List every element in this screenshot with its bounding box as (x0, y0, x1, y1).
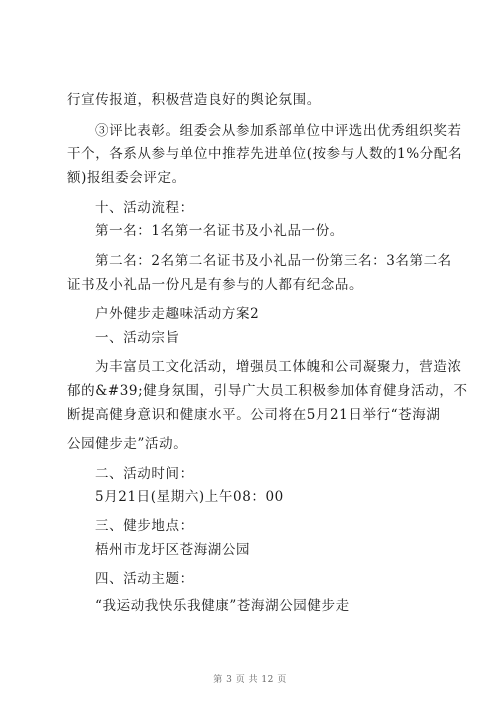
body-text-line: 第二名：2名第二名证书及小礼品一份第三名：3名第二名 (95, 253, 452, 269)
body-text-line: 行宣传报道，积极营造良好的舆论氛围。 (67, 92, 321, 108)
page-footer: 第 3 页 共 12 页 (213, 675, 287, 685)
section-heading: 四、活动主题： (95, 571, 194, 587)
body-text-line: 干个，各系从参与单位中推荐先进单位(按参与人数的1%分配名 (67, 146, 463, 162)
body-text-line: 为丰富员工文化活动，增强员工体魄和公司凝聚力，营造浓 (95, 359, 462, 375)
body-text-line: “我运动我快乐我健康”苍海湖公园健步走 (95, 598, 350, 614)
section-heading: 二、活动时间： (95, 466, 194, 482)
body-text-line: ③评比表彰。组委会从参加系部单位中评选出优秀组织奖若 (95, 123, 462, 139)
section-heading: 一、活动宗旨 (95, 330, 180, 346)
body-text-line: 断提高健身意识和健康水平。公司将在5月21日举行“苍海湖 (67, 407, 441, 423)
body-text-line: 额)报组委会评定。 (67, 170, 186, 186)
body-text-line: 5月21日(星期六)上午08：00 (95, 489, 284, 505)
body-text-line: 证书及小礼品一份凡是有参与的人都有纪念品。 (67, 277, 364, 293)
document-title: 户外健步走趣味活动方案2 (95, 306, 260, 322)
body-text-line: 郁的&#39;健身氛围，引导广大员工积极参加体育健身活动，不 (67, 383, 468, 399)
body-text-line: 梧州市龙圩区苍海湖公园 (95, 542, 251, 558)
body-text-line: 公园健步走”活动。 (67, 436, 188, 452)
section-heading: 三、健步地点： (95, 518, 194, 534)
section-heading: 十、活动流程： (95, 200, 194, 216)
body-text-line: 第一名：1名第一名证书及小礼品一份。 (95, 223, 344, 239)
